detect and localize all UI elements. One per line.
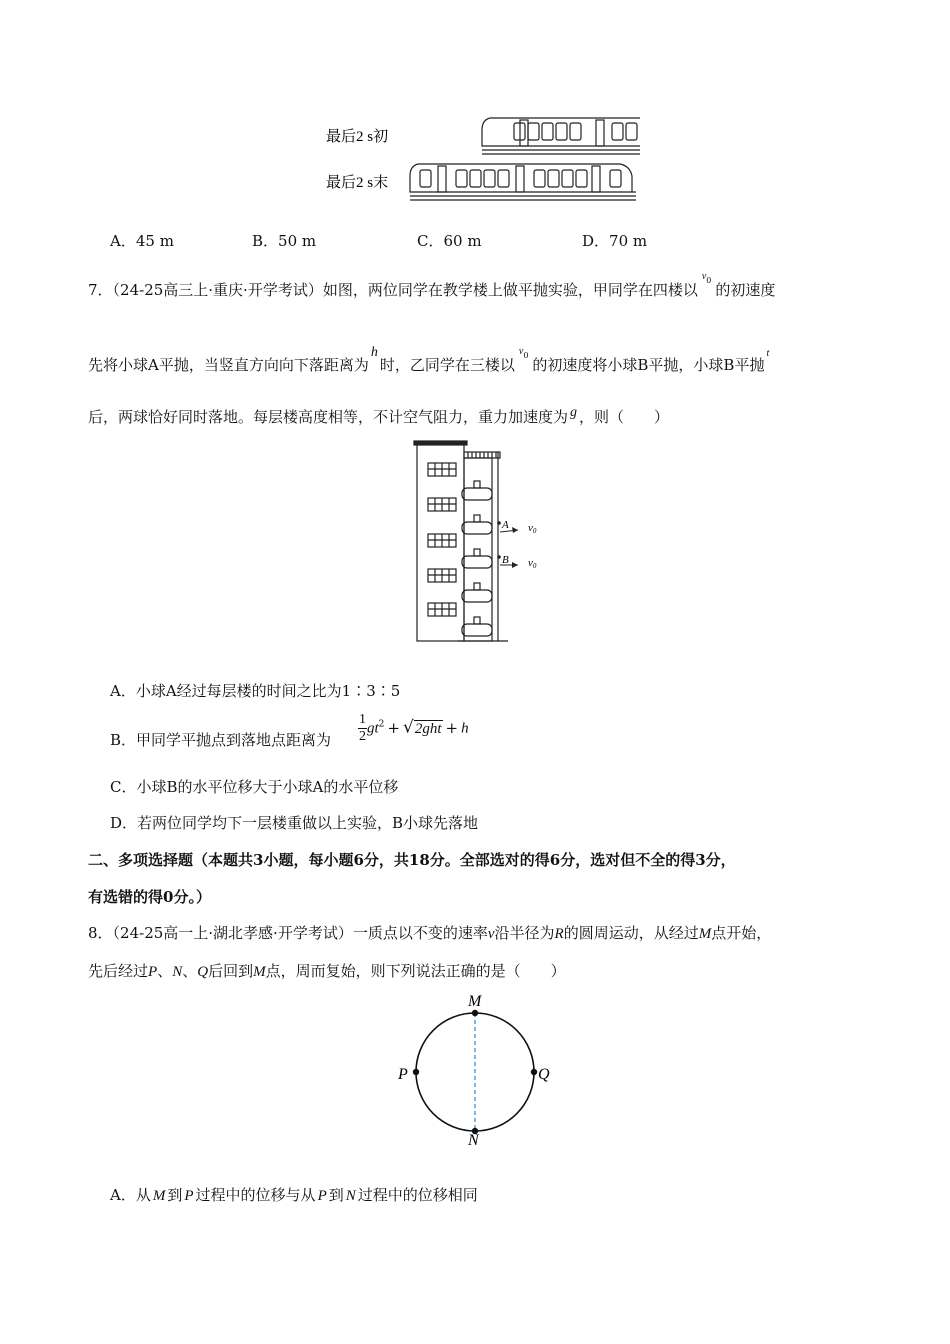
ball-a <box>497 521 501 525</box>
question-source: （24-25高三上·重庆·开学考试） <box>112 281 323 299</box>
t-symbol: t <box>766 348 770 359</box>
q8-line-2: 先后经过P、N、Q后回到M点，周而复始，则下列说法正确的是（ ） <box>88 962 566 980</box>
q7-line-1: 7．（24-25高三上·重庆·开学考试）如图，两位同学在教学楼上做平抛实验，甲同学在四楼以$v_0$的初速度 <box>88 279 775 301</box>
q7-option-b[interactable]: B．甲同学平抛点到落地点距离为 <box>110 731 332 749</box>
ball-a-velocity: v0 <box>528 522 537 535</box>
train-figure-svg <box>320 100 640 210</box>
train-label-end: 最后2 s末 <box>326 175 389 191</box>
ball-b-label: B <box>502 554 509 566</box>
v0-symbol: $v_0$ <box>701 271 712 285</box>
question-source: （24-25高一上·湖北孝感·开学考试） <box>112 924 353 942</box>
circle-figure <box>390 990 560 1150</box>
point-q <box>531 1069 537 1075</box>
q7-option-d[interactable]: D．若两位同学均下一层楼重做以上实验，B小球先落地 <box>110 814 479 832</box>
q6-option-c[interactable]: C．60 m <box>417 232 482 250</box>
label-m: M <box>468 993 482 1010</box>
ball-a-label: A <box>502 519 509 531</box>
label-p: P <box>398 1066 408 1083</box>
circle-figure-svg <box>390 990 560 1150</box>
building-figure <box>400 438 560 644</box>
q7-line-2: 先将小球A平抛，当竖直方向向下落距离为h时，乙同学在三楼以$v_0$的初速度将小球B平抛，小球B平抛$^t$ <box>88 354 769 376</box>
sqrt-sign: √ <box>402 717 414 738</box>
q6-option-d[interactable]: D．70 m <box>582 232 648 250</box>
q7-option-a[interactable]: A．小球A经过每层楼的时间之比为1∶3∶5 <box>110 682 401 700</box>
ball-b-velocity: v0 <box>528 557 537 570</box>
q8-line-1: 8．（24-25高一上·湖北孝感·开学考试）一质点以不变的速率v沿半径为R的圆周运动，从经过M点开始， <box>88 924 772 942</box>
ball-a-group <box>497 519 537 535</box>
h-symbol: h <box>370 345 378 360</box>
train-figure <box>320 100 640 210</box>
question-number: 7． <box>88 281 113 299</box>
g-symbol: g <box>570 405 578 420</box>
point-p <box>413 1069 419 1075</box>
train-lower <box>410 164 636 200</box>
building-windows <box>428 463 456 616</box>
q6-option-b[interactable]: B．50 m <box>252 232 317 250</box>
ball-b <box>497 555 501 559</box>
point-m <box>472 1010 478 1016</box>
ball-b-group <box>497 554 537 570</box>
q7-option-c[interactable]: C．小球B的水平位移大于小球A的水平位移 <box>110 778 399 796</box>
q7-option-b-formula: $\frac{1}{2}$ $gt^2 + √2ght + h$ <box>359 712 469 744</box>
train-upper <box>482 118 640 154</box>
label-n: N <box>468 1132 479 1149</box>
q6-option-a[interactable]: A．45 m <box>110 232 174 250</box>
v0-symbol-2: $v_0$ <box>518 346 529 360</box>
q8-option-a[interactable]: A．从 M 到 P 过程中的位移与从 P 到 N 过程中的位移相同 <box>110 1186 478 1204</box>
train-label-begin: 最后2 s初 <box>326 129 389 145</box>
q7-line-3: 后，两球恰好同时落地。每层楼高度相等，不计空气阻力，重力加速度为 g ，则（ ） <box>88 405 670 426</box>
question-number: 8． <box>88 924 113 942</box>
fraction-one-half: $\frac{1}{2}$ <box>359 712 366 744</box>
building-figure-svg <box>400 438 560 644</box>
stair-balconies <box>462 481 492 636</box>
label-q: Q <box>538 1066 550 1083</box>
